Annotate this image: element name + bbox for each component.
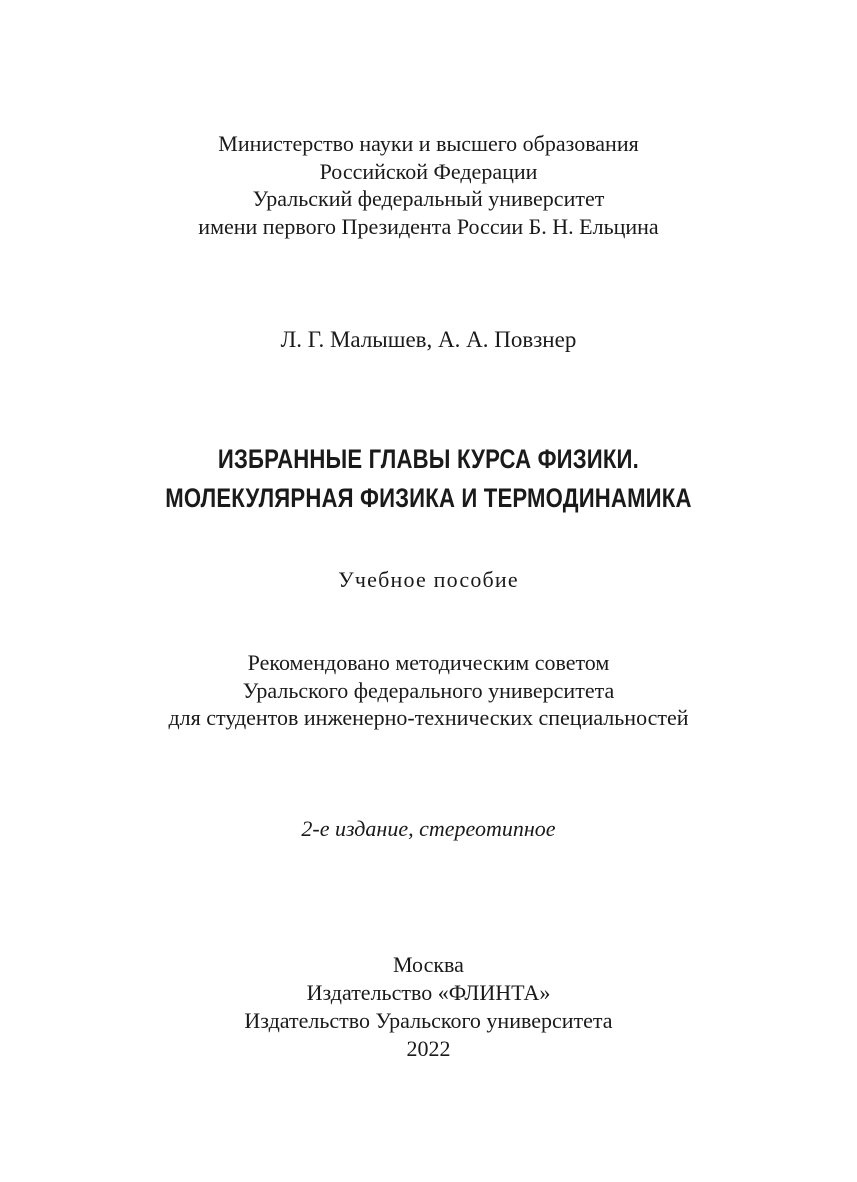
imprint-city: Москва [393, 952, 464, 977]
ministry-line: Российской Федерации [319, 158, 538, 184]
imprint-publisher: Издательство «ФЛИНТА» [306, 980, 551, 1005]
imprint-publisher: Издательство Уральского университета [244, 1008, 613, 1033]
recommendation-line: для студентов инженерно-технических специальностей [168, 705, 689, 730]
imprint-year: 2022 [406, 1036, 451, 1061]
book-subtitle: Учебное пособие [338, 567, 519, 592]
book-title-line: МОЛЕКУЛЯРНАЯ ФИЗИКА И ТЕРМОДИНАМИКА [165, 483, 692, 513]
book-title-line: ИЗБРАННЫЕ ГЛАВЫ КУРСА ФИЗИКИ. [217, 444, 639, 474]
recommendation-note [0, 649, 857, 732]
recommendation-line: Рекомендовано методическим советом [247, 650, 610, 675]
recommendation-line: Уральского федерального университета [242, 677, 615, 703]
authors: Л. Г. Малышев, А. А. Повзнер [280, 327, 577, 352]
book-title [77, 440, 780, 518]
ministry-line: имени первого Президента России Б. Н. Ельцина [198, 213, 659, 239]
ministry-line: Уральский федеральный университет [252, 186, 605, 211]
edition-note: 2-е издание, стереотипное [301, 816, 556, 841]
imprint [0, 951, 857, 1063]
ministry-line: Министерство науки и высшего образования [218, 131, 639, 156]
ministry-header [0, 130, 857, 240]
